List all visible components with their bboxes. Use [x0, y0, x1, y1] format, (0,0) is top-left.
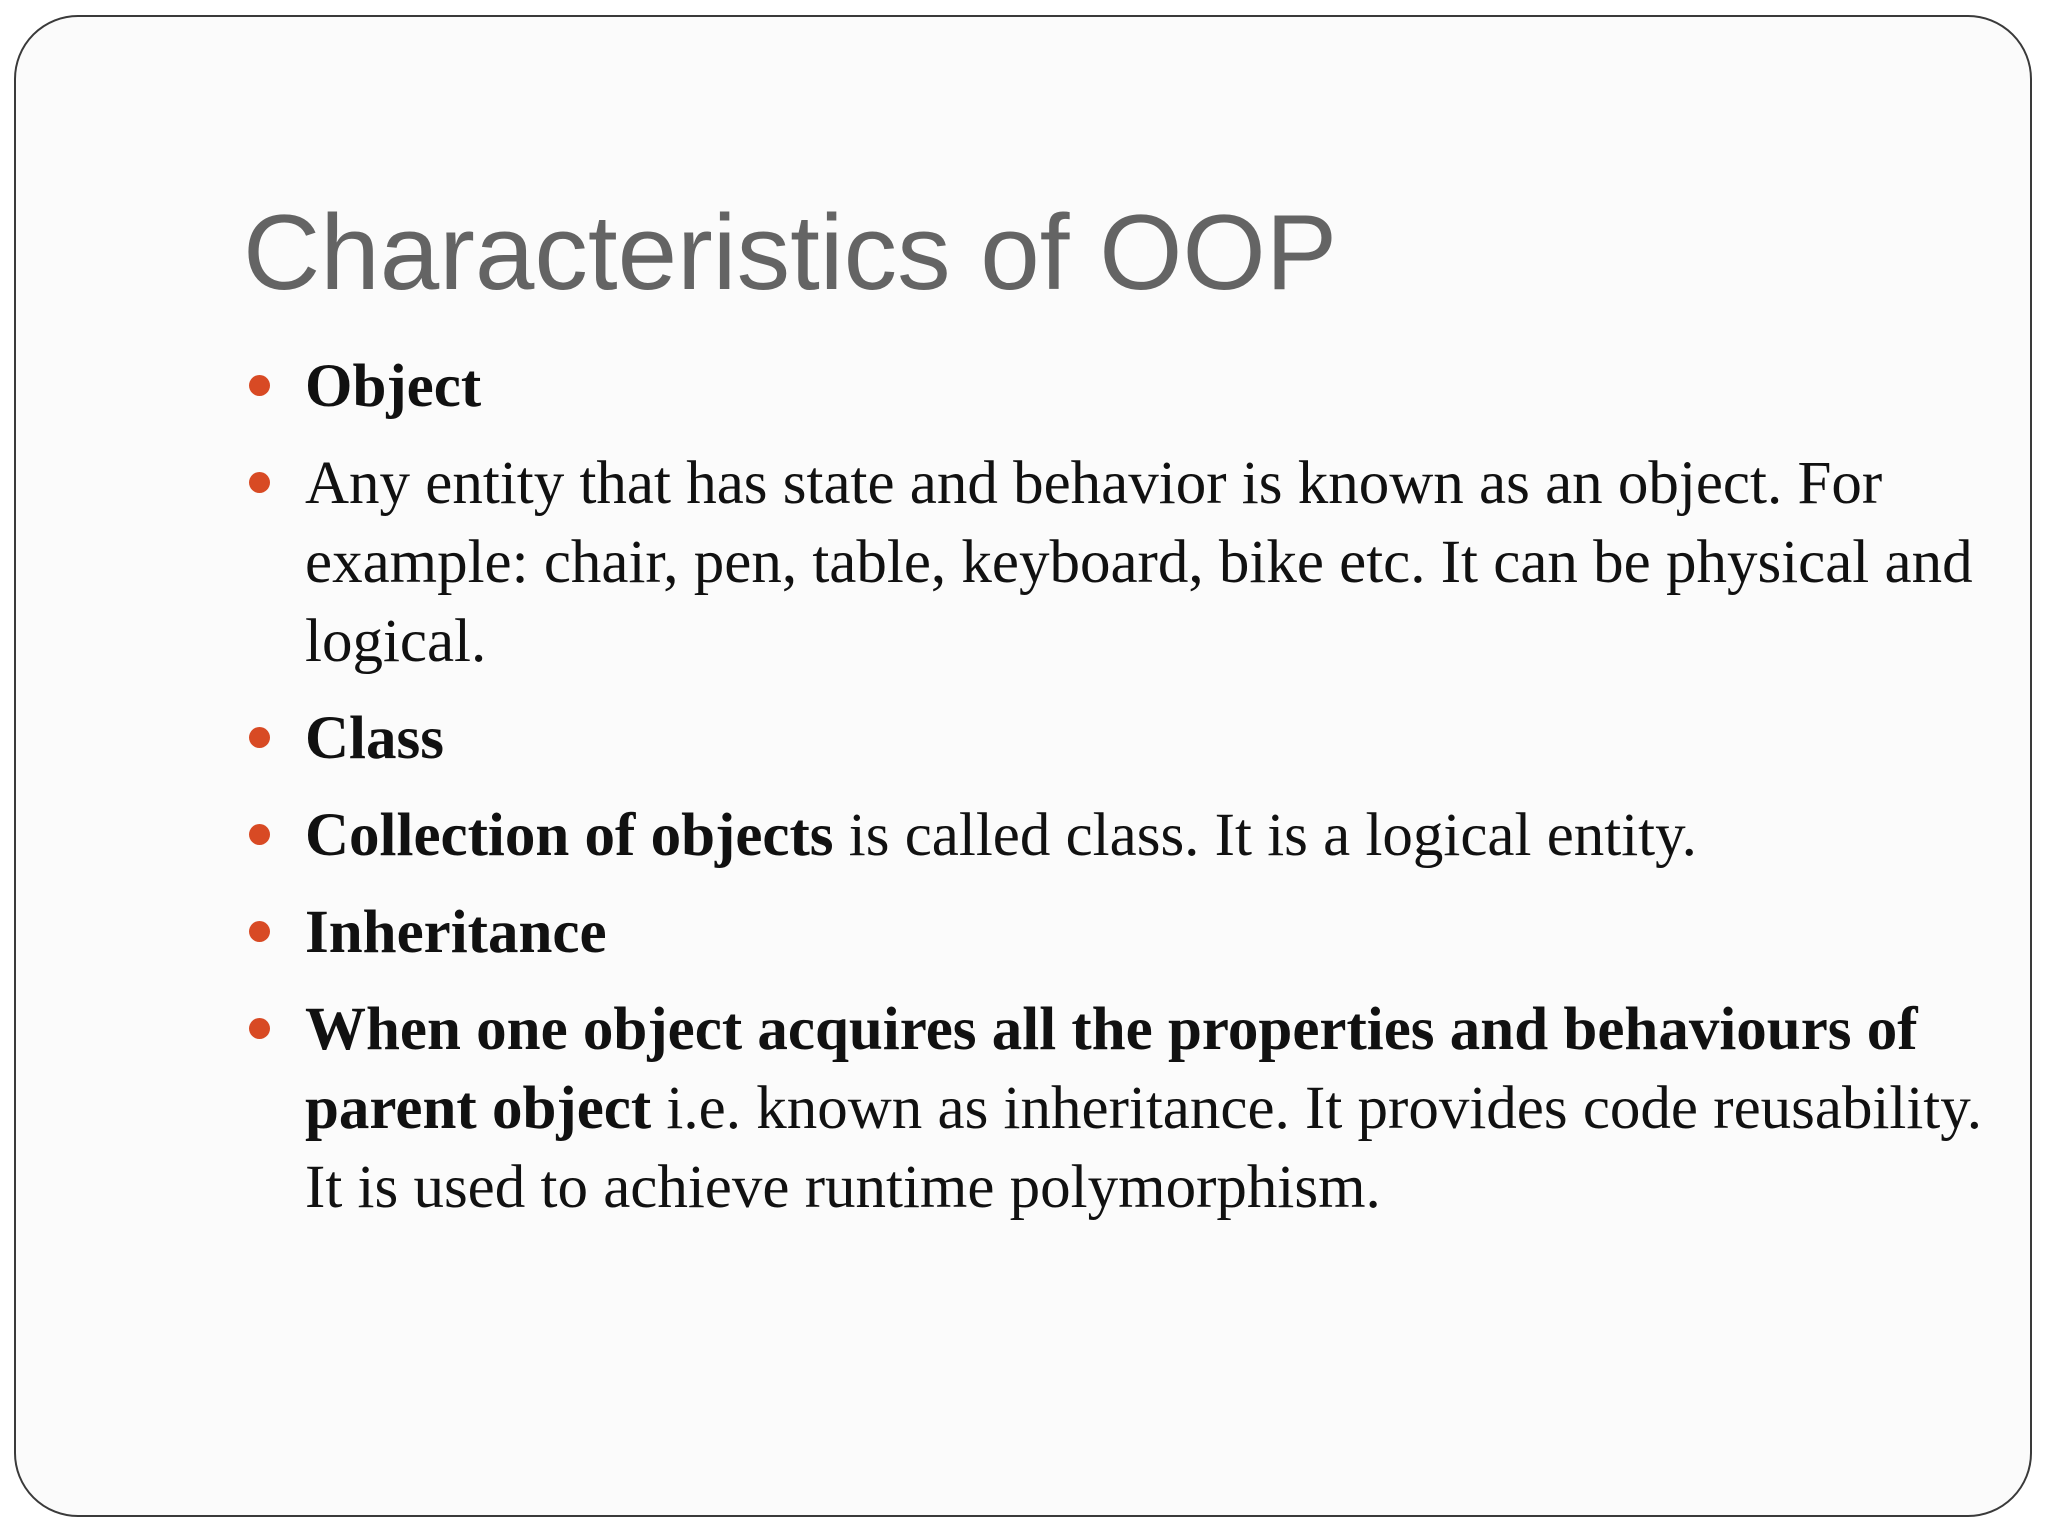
- bullet-bold-text: When one object acquires all the properties and behaviours of parent object: [305, 996, 1918, 1142]
- bullet-dot-icon: [249, 727, 270, 748]
- bullet-dot-icon: [249, 824, 270, 845]
- bullet-text: Any entity that has state and behavior is known as an object. For example: chair, pen, table, keyboard, bike etc. It can be physical and logical.: [305, 450, 1973, 675]
- bullet-inheritance: [243, 893, 2003, 972]
- bullet-bold-text: Class: [305, 705, 444, 772]
- bullet-class: [243, 699, 2003, 778]
- bullet-dot-icon: [249, 375, 270, 396]
- bullet-object-definition: [243, 444, 2003, 681]
- bullet-bold-text: Inheritance: [305, 899, 607, 966]
- bullet-dot-icon: [249, 1018, 270, 1039]
- bullet-list: [243, 347, 2003, 1245]
- bullet-object: [243, 347, 2003, 426]
- bullet-class-definition: [243, 796, 2003, 875]
- bullet-text: i.e. known as inheritance. It provides code reusability. It is used to achieve runtime polymorphism.: [305, 1075, 1983, 1221]
- bullet-bold-text: Collection of objects: [305, 802, 834, 869]
- slide-title: Characteristics of OOP: [243, 192, 1338, 312]
- bullet-dot-icon: [249, 921, 270, 942]
- bullet-text: is called class. It is a logical entity.: [833, 802, 1697, 869]
- slide: [14, 15, 2032, 1517]
- bullet-inheritance-definition: [243, 990, 2003, 1227]
- bullet-dot-icon: [249, 472, 270, 493]
- bullet-bold-text: Object: [305, 353, 482, 420]
